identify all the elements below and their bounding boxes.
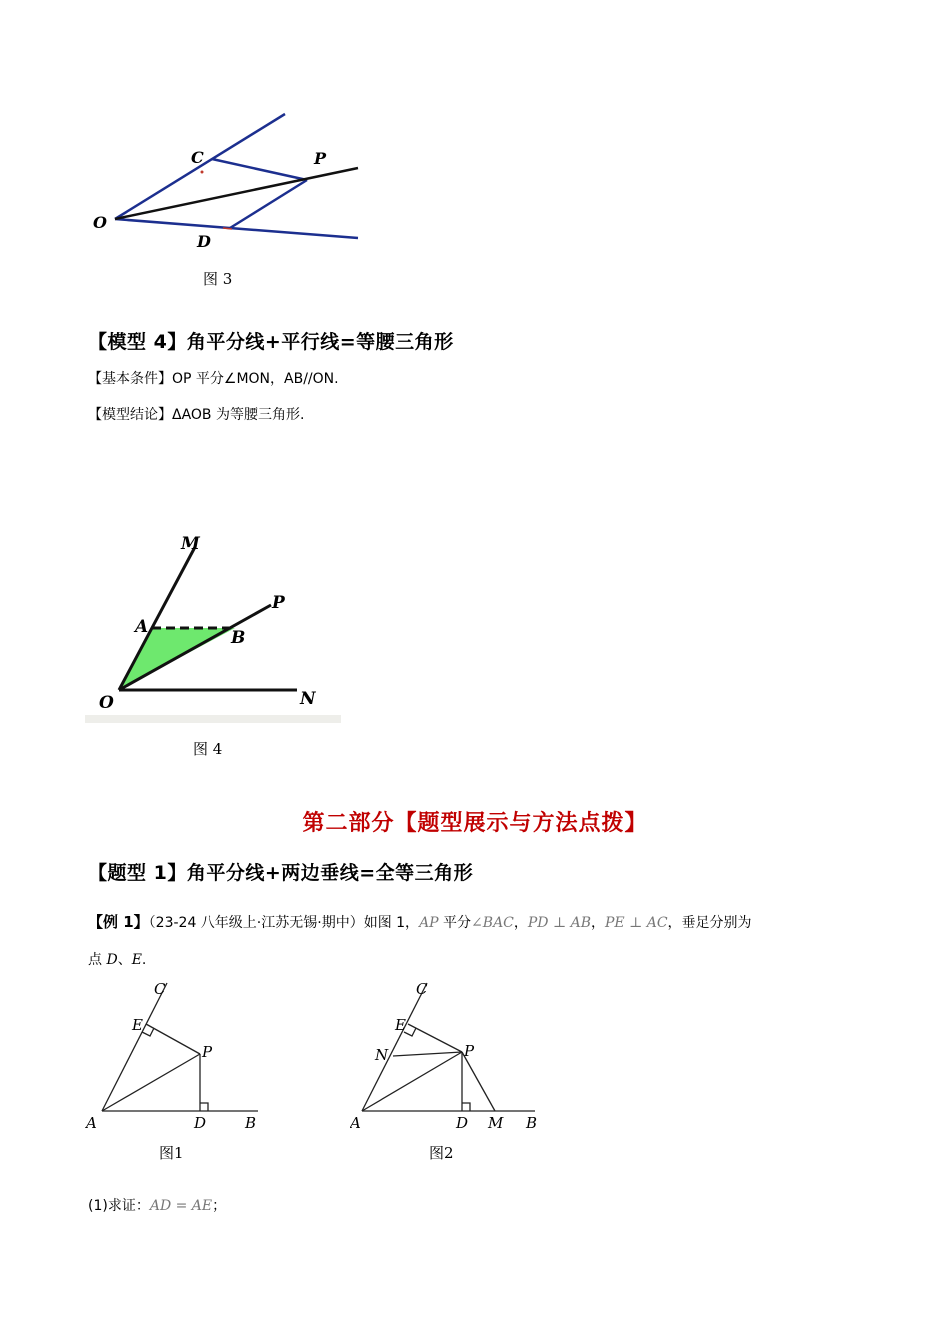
math-pd-perp-ab: PD ⊥ AB <box>527 915 591 931</box>
ray-op <box>115 168 358 219</box>
label-d-ex1: D <box>194 1114 207 1132</box>
label-p: P <box>314 149 327 168</box>
text-bisects: 平分 <box>438 915 472 931</box>
math-angle-bac: ∠BAC <box>471 915 514 931</box>
figure-4 <box>85 525 345 725</box>
basic-condition <box>88 368 339 388</box>
model-conclusion <box>88 404 304 424</box>
figure-4-caption: 图 4 <box>193 740 223 758</box>
basic-condition-text: OP 平分∠MON，AB//ON. <box>172 371 339 387</box>
example-figure-2 <box>350 978 550 1138</box>
math-ad-equals-ae: AD = AE <box>149 1198 213 1214</box>
label-b-ex1: B <box>245 1114 257 1132</box>
label-e-ex2: E <box>395 1016 406 1034</box>
example-figure-2-caption: 图2 <box>429 1144 454 1162</box>
text-comma-1: ， <box>513 915 528 931</box>
label-b-ex2: B <box>526 1114 538 1132</box>
example-1-line-1 <box>88 911 752 932</box>
basic-condition-label: 【基本条件】 <box>88 371 172 387</box>
label-p-ex2: P <box>464 1042 475 1060</box>
point-d-text: D <box>106 952 118 968</box>
model-conclusion-label: 【模型结论】 <box>88 407 172 423</box>
type-1-title: 【题型 1】角平分线+两边垂线=全等三角形 <box>88 862 474 884</box>
example-1-label: 【例 1】 <box>88 913 149 931</box>
text-feet: ，垂足分别为 <box>667 915 752 931</box>
figure-3 <box>85 108 365 250</box>
label-n: N <box>300 689 316 709</box>
label-d-ex2: D <box>456 1114 469 1132</box>
label-o-fig4: O <box>99 693 114 713</box>
text-sep: 、 <box>117 952 132 968</box>
label-c-ex1: C <box>154 980 166 998</box>
label-c: C <box>191 148 204 167</box>
right-angle-d <box>200 1103 208 1111</box>
label-n-ex2: N <box>375 1046 389 1064</box>
text-comma-2: ， <box>591 915 605 931</box>
segment-pm <box>462 1052 495 1111</box>
ray-od <box>115 219 358 238</box>
segment-pn <box>393 1052 462 1056</box>
label-e-ex1: E <box>132 1016 143 1034</box>
figure-3-caption: 图 3 <box>203 270 233 288</box>
label-p-fig4: P <box>272 593 285 613</box>
model-conclusion-text: ΔAOB 为等腰三角形. <box>172 407 305 423</box>
segment-cp <box>212 159 307 180</box>
question-1-prefix: (1)求证： <box>88 1198 150 1214</box>
label-c-ex2: C <box>416 980 428 998</box>
label-b: B <box>231 628 246 648</box>
label-m-ex2: M <box>488 1114 504 1132</box>
model-4-title: 【模型 4】角平分线+平行线=等腰三角形 <box>88 331 454 353</box>
label-a-ex2: A <box>350 1114 361 1132</box>
label-p-ex1: P <box>202 1043 213 1061</box>
example-figure-1 <box>85 978 275 1138</box>
text-point: 点 <box>88 952 107 968</box>
example-1-source: （23-24 八年级上·江苏无锡·期中）如图 1， <box>148 915 420 931</box>
label-a: A <box>135 617 149 637</box>
label-o: O <box>93 213 107 232</box>
label-d: D <box>197 232 211 250</box>
label-m: M <box>181 534 200 554</box>
math-pe-perp-ac: PE ⊥ AC <box>605 915 668 931</box>
example-1-line-2 <box>88 949 146 969</box>
example-figure-1-caption: 图1 <box>159 1144 184 1162</box>
text-period: . <box>141 952 147 968</box>
point-e-text: E <box>131 952 142 968</box>
math-ap: AP <box>419 915 439 931</box>
right-angle-d-fig2 <box>462 1103 470 1111</box>
question-1-suffix: ； <box>212 1198 227 1214</box>
part-2-title: 第二部分【题型展示与方法点拨】 <box>302 811 648 836</box>
question-1 <box>88 1195 226 1215</box>
label-a-ex1: A <box>86 1114 97 1132</box>
